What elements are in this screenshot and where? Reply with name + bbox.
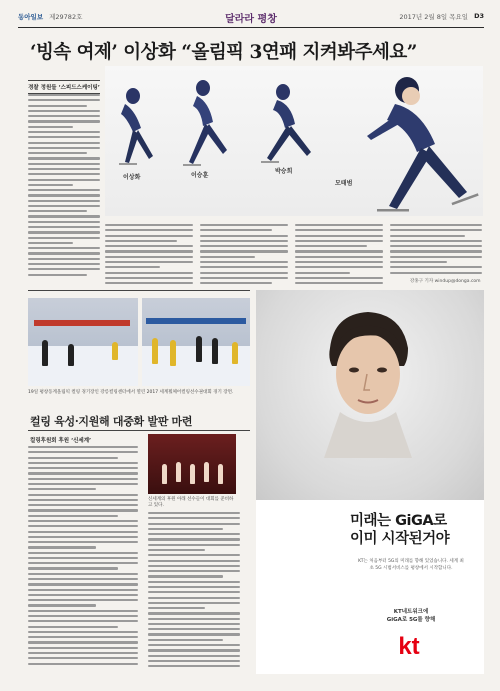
skaters-photo — [105, 66, 483, 216]
newspaper-logo[interactable]: 동아일보 — [18, 13, 44, 21]
top-story-headline[interactable]: ‘빙속 여제’ 이상화 “올림픽 3연패 지켜봐주세요” — [30, 42, 417, 63]
skater-1 — [119, 88, 153, 165]
section-divider — [28, 290, 250, 291]
top-story-column-2 — [105, 224, 193, 286]
publish-date: 2017년 2월 8일 목요일 — [399, 13, 469, 21]
ad-headline-line-2: 이미 시작된거야 — [350, 531, 450, 547]
skater-label-4: 모태범 — [335, 180, 353, 187]
ad-body-copy: KT는 처음부터 5G의 미래를 향해 있었습니다. 세계 최초 5G 시범서비스를 평창에서 시작합니다. — [358, 559, 464, 571]
skater-3 — [261, 84, 311, 163]
curling-column-title: 컬링후원회 후원 ‘신세계’ — [30, 438, 92, 444]
skater-2 — [183, 80, 227, 166]
skater-label-1: 이상화 — [123, 174, 141, 181]
top-story-subhead: 경찰 정원들 ‘스피드스케이팅’ — [28, 80, 100, 94]
ad-tagline-line-1: KT네트워크에 — [393, 609, 429, 615]
kt-logo-icon[interactable] — [388, 632, 430, 660]
top-story-column-4 — [295, 224, 383, 286]
ad-headline-line-1: 미래는 GiGA로 — [350, 513, 447, 529]
curling-photo-1 — [28, 298, 138, 386]
ad-tagline-line-2: GiGA로 5G를 향해 — [386, 617, 436, 623]
top-story-column-1 — [28, 94, 100, 284]
masthead-right — [399, 12, 484, 21]
curling-photo-2 — [142, 298, 250, 386]
curling-divider — [28, 430, 250, 431]
top-story-column-3 — [200, 224, 288, 286]
top-story-byline: 강홍구 기자 windup@donga.com — [410, 279, 481, 284]
issue-number: 제29782호 — [49, 13, 83, 21]
kt-advertisement[interactable] — [256, 290, 484, 674]
curling-inset-caption: 신세계의 후원 아래 선수들이 대회를 준비하고 있다. — [148, 497, 234, 508]
curling-column-2 — [148, 512, 240, 676]
skater-label-3: 박승희 — [275, 168, 293, 175]
curling-photo-caption: 19일 평창동계올림픽 컬링 경기장인 강릉컬링센터에서 열린 2017 세계휠체어컬링선수권대회 경기 장면. — [28, 390, 234, 395]
section-title: 달라라 평창 — [225, 14, 277, 25]
curling-column-1 — [28, 446, 138, 676]
skaters-illustration — [105, 66, 483, 216]
top-story-column-5 — [390, 224, 482, 276]
ad-tagline — [356, 608, 466, 624]
skater-4 — [367, 77, 479, 212]
ad-model-photo — [256, 290, 484, 500]
model-face-illustration — [320, 308, 416, 458]
page-number: D3 — [474, 12, 484, 20]
skater-label-2: 이승훈 — [191, 172, 209, 179]
masthead — [18, 8, 484, 28]
curling-headline[interactable]: 컬링 육성·지원해 대중화 발판 마련 — [30, 415, 193, 428]
kt-logo-text: kt — [398, 633, 420, 660]
ad-headline — [350, 512, 449, 548]
curling-inset-photo — [148, 434, 236, 494]
